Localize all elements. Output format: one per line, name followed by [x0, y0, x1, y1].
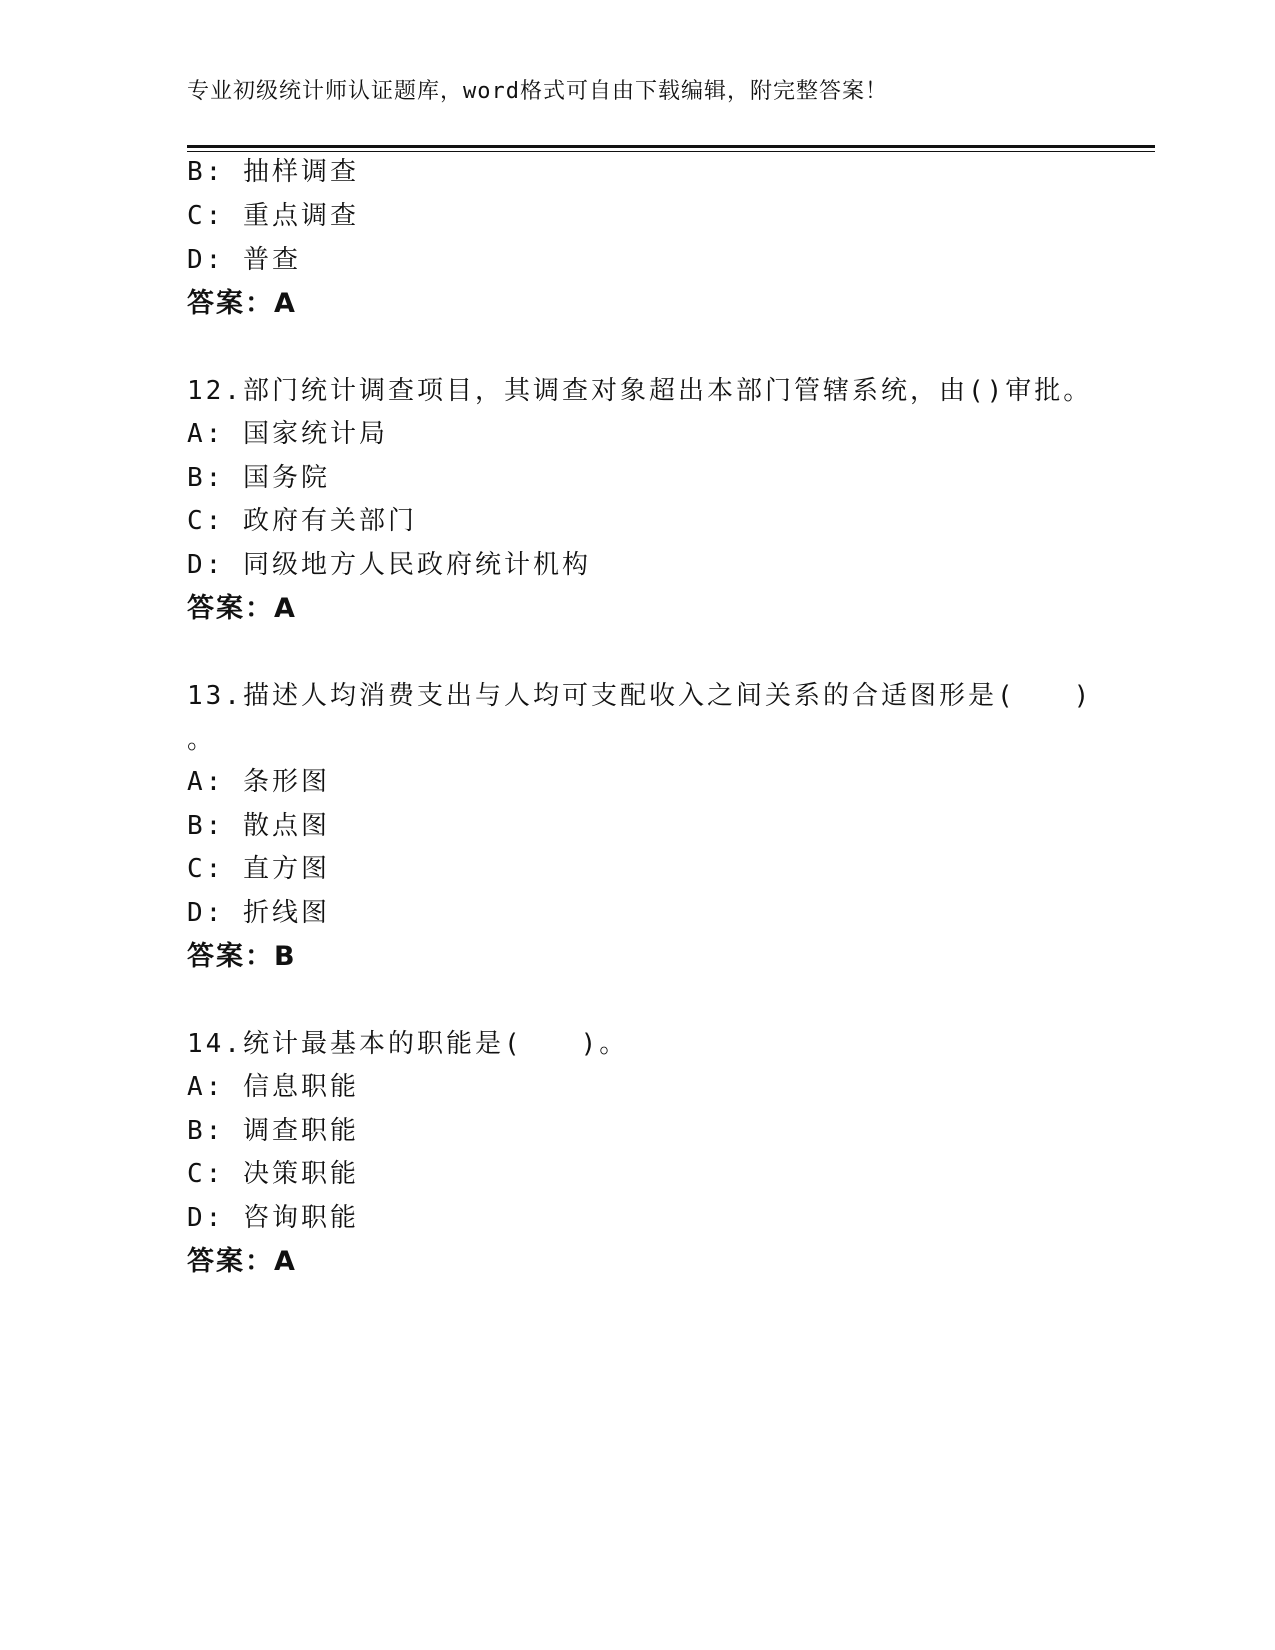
header-rule-thick	[187, 145, 1155, 148]
q13-question-cont: 。	[187, 725, 217, 755]
q14-option-a: A: 信息职能	[187, 1072, 359, 1102]
q13-option-c: C: 直方图	[187, 854, 330, 884]
q14-option-c: C: 决策职能	[187, 1159, 359, 1189]
q12-answer: 答案：A	[187, 593, 297, 624]
q12-option-b: B: 国务院	[187, 463, 330, 493]
q14-option-d: D: 咨询职能	[187, 1203, 359, 1233]
q12-option-d: D: 同级地方人民政府统计机构	[187, 550, 591, 580]
header-rule-thin	[187, 151, 1155, 152]
q14-option-b: B: 调查职能	[187, 1116, 359, 1146]
q13-question: 13.描述人均消费支出与人均可支配收入之间关系的合适图形是( )	[187, 681, 1093, 711]
page-header: 专业初级统计师认证题库，word格式可自由下载编辑，附完整答案！	[187, 79, 888, 104]
q11-answer: 答案：A	[187, 288, 297, 319]
q13-answer: 答案：B	[187, 941, 297, 972]
q14-answer: 答案：A	[187, 1246, 297, 1277]
q13-option-b: B: 散点图	[187, 811, 330, 841]
q11-option-d: D: 普查	[187, 245, 301, 275]
q12-option-a: A: 国家统计局	[187, 419, 388, 449]
q13-option-d: D: 折线图	[187, 898, 330, 928]
q14-question: 14.统计最基本的职能是( )。	[187, 1029, 629, 1059]
q12-option-c: C: 政府有关部门	[187, 506, 417, 536]
q11-option-b: B: 抽样调查	[187, 157, 359, 187]
q11-option-c: C: 重点调查	[187, 201, 359, 231]
q12-question: 12.部门统计调查项目，其调查对象超出本部门管辖系统，由()审批。	[187, 376, 1093, 406]
q13-option-a: A: 条形图	[187, 767, 330, 797]
